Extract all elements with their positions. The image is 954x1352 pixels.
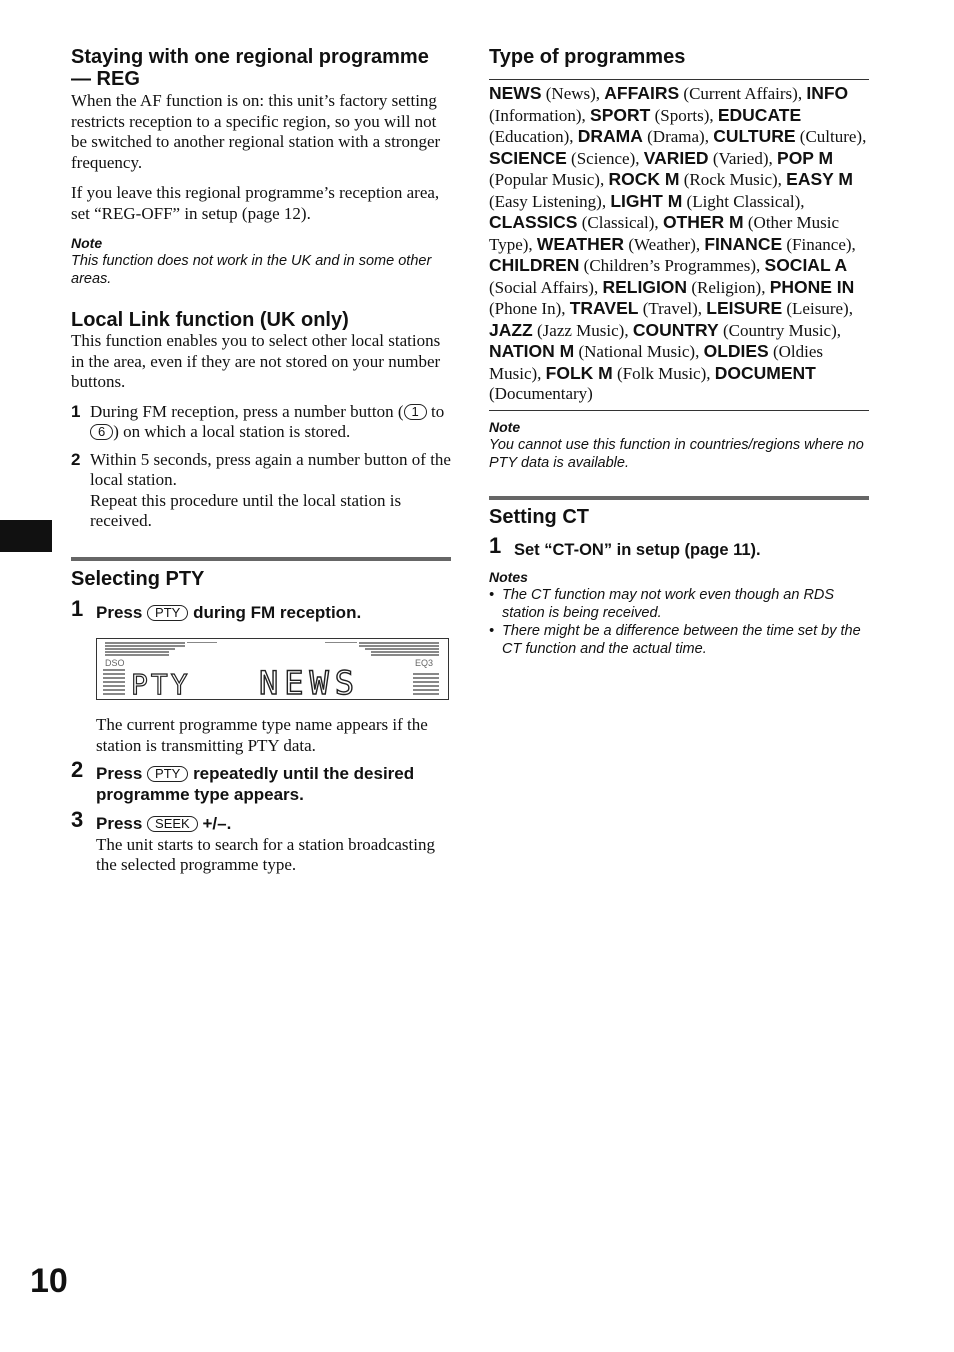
programme-type-code: FINANCE	[704, 233, 783, 254]
step-number: 1	[71, 595, 84, 621]
programme-type-description: (Light Classical),	[682, 191, 805, 211]
programme-type-description: (Varied),	[708, 148, 778, 168]
right-column	[489, 44, 869, 658]
pty-button[interactable]: PTY	[147, 605, 188, 621]
programme-type-description: (Oldies Music),	[489, 342, 824, 383]
programme-types-heading: Type of programmes	[489, 46, 686, 68]
bullet-mark: •	[489, 623, 495, 639]
pty-step-2	[71, 757, 451, 805]
programme-type-code: EDUCATE	[717, 104, 802, 125]
section-divider	[489, 410, 869, 411]
programme-type-description: (National Music),	[574, 342, 704, 361]
local-link-heading: Local Link function (UK only)	[71, 309, 349, 331]
programme-type-code: OLDIES	[703, 341, 769, 361]
programme-type-description: (Social Affairs),	[489, 277, 603, 297]
ct-note-text: There might be a difference between the time set by the CT function and the actual time.	[502, 623, 861, 657]
reg-note-label: Note	[71, 235, 103, 251]
step-text: Press	[96, 764, 148, 783]
step-text: to	[426, 401, 445, 421]
step-text: +/–.	[197, 814, 232, 833]
programme-type-code: NATION M	[489, 341, 575, 361]
pty-step-3	[71, 807, 451, 835]
programme-type-description: (Folk Music),	[612, 363, 715, 383]
pty-step-1	[71, 595, 451, 624]
programme-type-code: LIGHT M	[610, 190, 683, 211]
local-step-1	[71, 402, 451, 443]
section-divider	[71, 557, 451, 561]
programme-type-code: SOCIAL A	[764, 255, 848, 275]
programme-type-description: (Children’s Programmes),	[579, 256, 765, 275]
programme-type-description: (Easy Listening),	[489, 191, 611, 211]
programme-type-code: SPORT	[590, 104, 651, 125]
setting-ct-heading: Setting CT	[489, 505, 589, 528]
programme-type-description: (Country Music),	[718, 320, 842, 340]
ct-note-item	[489, 586, 869, 622]
ct-note-item	[489, 622, 869, 658]
programme-type-code: POP M	[777, 147, 834, 168]
lcd-display-graphic	[97, 639, 448, 699]
programme-type-description: (Jazz Music),	[532, 320, 633, 340]
programme-type-code: PHONE IN	[769, 276, 855, 297]
programme-type-code: WEATHER	[536, 233, 625, 254]
ct-notes-label: Notes	[489, 569, 528, 585]
local-link-paragraph: This function enables you to select other local stations in the area, even if they are not stored on your number buttons.	[71, 331, 441, 391]
programme-type-description: (Documentary)	[489, 384, 593, 403]
programme-type-code: CHILDREN	[489, 255, 580, 275]
programme-type-code: SCIENCE	[489, 147, 567, 168]
step-number: 3	[71, 807, 84, 832]
programme-type-description: (Information),	[489, 105, 591, 125]
programme-type-description: (Sports),	[650, 105, 718, 125]
programme-type-code: ROCK M	[608, 169, 680, 189]
pty-step-3-description: The unit starts to search for a station broadcasting the selected programme type.	[96, 834, 435, 874]
section-divider	[489, 496, 869, 500]
display-pty-text: PTY	[131, 668, 191, 699]
section-tab-marker	[0, 520, 52, 552]
step-text: repeatedly until the desired programme type appears.	[96, 764, 415, 804]
number-button-1[interactable]: 1	[404, 404, 427, 420]
programme-type-code: RELIGION	[602, 276, 688, 297]
programme-type-description: (Travel),	[638, 299, 707, 318]
local-step-2	[71, 450, 451, 532]
reg-note-text: This function does not work in the UK and in some other areas.	[71, 253, 432, 287]
programme-type-description: (Popular Music),	[489, 170, 609, 189]
step-text: Within 5 seconds, press again a number button of the local station.	[90, 449, 451, 489]
step-text: Set “CT-ON” in setup (page 11).	[514, 540, 761, 559]
programme-type-description: (Weather),	[624, 234, 705, 254]
seek-button[interactable]: SEEK	[147, 816, 198, 832]
reg-paragraph-2: If you leave this regional programme’s reception area, set “REG-OFF” in setup (page 12).	[71, 183, 440, 223]
dso-indicator: DSO	[105, 658, 125, 668]
selecting-pty-heading: Selecting PTY	[71, 567, 205, 590]
programme-type-description: (Leisure),	[782, 299, 853, 318]
programme-type-code: LEISURE	[706, 298, 783, 318]
pty-step-1-description: The current programme type name appears if the station is transmitting PTY data.	[96, 715, 428, 755]
programme-types-list	[489, 83, 869, 405]
programme-type-description: (Culture),	[795, 127, 867, 146]
programme-type-code: JAZZ	[489, 319, 533, 340]
step-text: ) on which a local station is stored.	[113, 422, 351, 441]
step-text: Press	[96, 814, 148, 833]
types-note-text: You cannot use this function in countries/regions where no PTY data is available.	[489, 436, 864, 471]
eq-indicator: EQ3	[415, 658, 434, 668]
programme-type-description: (Rock Music),	[679, 170, 787, 189]
programme-type-code: FOLK M	[545, 362, 613, 383]
programme-type-code: COUNTRY	[632, 319, 719, 340]
step-number: 1	[489, 532, 502, 558]
number-button-6[interactable]: 6	[90, 424, 113, 440]
step-text: Press	[96, 602, 148, 622]
reg-paragraph-1: When the AF function is on: this unit’s factory setting restricts reception to a specific region, so you will not be switched to another regional station with a stronger frequency.	[71, 91, 441, 172]
step-number: 1	[71, 401, 81, 421]
programme-type-code: DOCUMENT	[714, 362, 816, 383]
programme-type-code: DRAMA	[577, 126, 643, 146]
step-number: 2	[71, 757, 84, 782]
reg-heading: Staying with one regional programme — REG	[71, 46, 429, 90]
programme-type-code: CLASSICS	[489, 212, 578, 232]
programme-type-description: (Finance),	[782, 234, 856, 254]
programme-type-code: INFO	[806, 83, 849, 103]
programme-type-description: (News),	[541, 84, 605, 103]
programme-type-description: (Drama),	[642, 127, 714, 146]
step-text: During FM reception, press a number button (	[90, 401, 404, 421]
display-programme-text: NEWS	[259, 664, 361, 699]
types-note-label: Note	[489, 418, 521, 435]
ct-step-1	[489, 532, 869, 561]
section-divider	[489, 79, 869, 80]
programme-type-code: AFFAIRS	[604, 83, 680, 103]
bullet-mark: •	[489, 587, 495, 603]
left-column	[71, 44, 451, 876]
programme-type-description: (Phone In),	[489, 299, 570, 318]
programme-type-description: (Science),	[566, 148, 644, 168]
step-text: Repeat this procedure until the local station is received.	[90, 490, 402, 530]
programme-type-description: (Religion),	[687, 277, 770, 297]
programme-type-description: (Other Music Type),	[489, 213, 840, 254]
programme-type-description: (Classical),	[577, 213, 663, 232]
programme-type-code: CULTURE	[713, 126, 796, 146]
programme-type-code: VARIED	[643, 147, 709, 168]
step-text: during FM reception.	[188, 602, 362, 622]
programme-type-description: (Education),	[489, 127, 578, 146]
programme-type-code: OTHER M	[662, 212, 744, 232]
programme-type-code: TRAVEL	[569, 298, 639, 318]
page-number: 10	[30, 1262, 68, 1300]
ct-note-text: The CT function may not work even though an RDS station is being received.	[502, 587, 835, 621]
pty-button[interactable]: PTY	[147, 766, 188, 782]
programme-type-code: EASY M	[786, 169, 853, 189]
programme-type-code: NEWS	[489, 83, 542, 103]
programme-type-description: (Current Affairs),	[679, 84, 807, 103]
lcd-display-illustration	[96, 638, 449, 700]
step-number: 2	[71, 449, 81, 469]
